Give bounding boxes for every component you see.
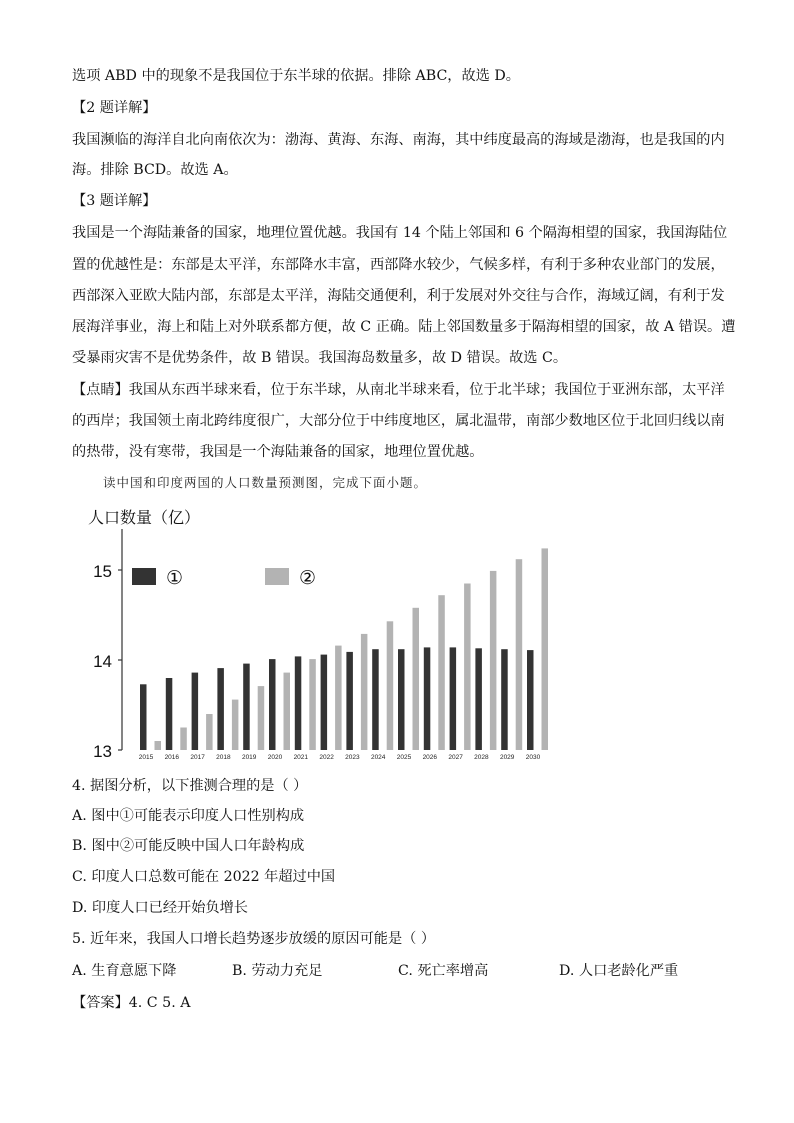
bar xyxy=(527,650,534,750)
question-5-option-c: C. 死亡率增高 xyxy=(398,963,489,979)
y-tick-label: 13 xyxy=(93,742,112,761)
question-4: 4. 据图分析，以下推测合理的是（ ） xyxy=(72,778,308,794)
legend-label: ① xyxy=(166,567,184,589)
question-5-option-b: B. 劳动力充足 xyxy=(232,963,323,979)
bar xyxy=(192,673,199,750)
question-4-option-a: A. 图中①可能表示印度人口性别构成 xyxy=(72,808,305,824)
bar xyxy=(258,686,265,750)
bar xyxy=(450,647,457,750)
question-4-option-d: D. 印度人口已经开始负增长 xyxy=(72,900,248,916)
x-tick-label: 2015 xyxy=(138,754,154,761)
bar xyxy=(424,647,431,750)
bar xyxy=(475,648,482,750)
bar xyxy=(516,559,523,750)
bar xyxy=(387,621,394,750)
chart-x-ticks xyxy=(139,754,541,761)
x-tick-label: 2029 xyxy=(499,754,515,761)
answer-text: 4. C 5. A xyxy=(128,995,191,1011)
tip-line: 的热带，没有寒带，我国是一个海陆兼备的国家，地理位置优越。 xyxy=(72,444,484,460)
x-tick-label: 2016 xyxy=(164,754,180,761)
x-tick-label: 2022 xyxy=(319,754,334,761)
bar xyxy=(501,649,508,750)
x-tick-label: 2019 xyxy=(241,754,257,761)
chart-instruction: 读中国和印度两国的人口数量预测图，完成下面小题。 xyxy=(103,475,428,490)
question-5-option-a: A. 生育意愿下降 xyxy=(72,963,177,979)
bar xyxy=(413,608,420,750)
y-tick-label: 14 xyxy=(93,652,112,671)
bar xyxy=(243,664,250,750)
bar xyxy=(542,548,549,750)
bar xyxy=(438,595,445,750)
question-4-option-b: B. 图中②可能反映中国人口年龄构成 xyxy=(72,838,305,854)
section-heading-3: 【3 题详解】 xyxy=(72,193,157,209)
bar xyxy=(180,728,187,751)
chart-bars xyxy=(140,548,548,750)
bar xyxy=(232,700,239,750)
question-5: 5. 近年来，我国人口增长趋势逐步放缓的原因可能是（ ） xyxy=(72,931,436,947)
explanation-line: 西部深入亚欧大陆内部，东部是太平洋，海陆交通便利，利于发展对外交往与合作，海域辽阔，有利于发 xyxy=(72,288,725,304)
x-tick-label: 2024 xyxy=(370,754,386,761)
bar xyxy=(140,684,147,750)
explanation-line: 选项 ABD 中的现象不是我国位于东半球的依据。排除 ABC，故选 D。 xyxy=(72,68,520,84)
answer-line xyxy=(72,993,190,1013)
answer-label: 【答案】 xyxy=(72,995,129,1011)
bar xyxy=(335,646,342,750)
bar xyxy=(206,714,213,750)
tip-line: 【点睛】我国从东西半球来看，位于东半球，从南北半球来看，位于北半球；我国位于亚洲东部，太平洋 xyxy=(72,382,725,398)
question-4-option-c: C. 印度人口总数可能在 2022 年超过中国 xyxy=(72,869,336,885)
x-tick-label: 2025 xyxy=(396,754,412,761)
x-tick-label: 2017 xyxy=(190,754,205,761)
bar xyxy=(321,655,328,750)
bar xyxy=(464,584,471,751)
section-heading-2: 【2 题详解】 xyxy=(72,100,157,116)
tip-line: 的西岸；我国领土南北跨纬度很广，大部分位于中纬度地区，属北温带，南部少数地区位于北回归线以南 xyxy=(72,413,725,429)
x-tick-label: 2020 xyxy=(267,754,283,761)
x-tick-label: 2023 xyxy=(345,754,360,761)
question-5-option-d: D. 人口老龄化严重 xyxy=(559,963,679,979)
explanation-line: 置的优越性是：东部是太平洋，东部降水丰富，西部降水较少，气候多样，有利于多种农业部门的发展， xyxy=(72,257,725,273)
x-tick-label: 2021 xyxy=(293,754,309,761)
bar xyxy=(309,659,316,750)
explanation-line: 我国是一个海陆兼备的国家，地理位置优越。我国有 14 个陆上邻国和 6 个隔海相望的国家，我国海陆位 xyxy=(72,225,728,241)
bar xyxy=(490,571,497,750)
explanation-line: 受暴雨灾害不是优势条件，故 B 错误。我国海岛数量多，故 D 错误。故选 C。 xyxy=(72,350,568,366)
explanation-line: 海。排除 BCD。故选 A。 xyxy=(72,162,238,178)
bar xyxy=(398,649,405,750)
chart-axes xyxy=(93,529,122,761)
bar xyxy=(295,656,302,750)
x-tick-label: 2030 xyxy=(525,754,541,761)
bar xyxy=(217,668,224,750)
legend-swatch xyxy=(132,568,156,585)
bar xyxy=(372,649,379,750)
y-tick-label: 15 xyxy=(93,562,112,581)
bar xyxy=(361,634,368,750)
x-tick-label: 2027 xyxy=(448,754,463,761)
bar xyxy=(155,741,162,750)
explanation-line: 我国濒临的海洋自北向南依次为：渤海、黄海、东海、南海，其中纬度最高的海域是渤海，也是我国的内 xyxy=(72,132,725,148)
legend-swatch xyxy=(265,568,289,585)
chart-legend xyxy=(132,567,316,589)
explanation-line: 展海洋事业，海上和陆上对外联系都方便，故 C 正确。陆上邻国数量多于隔海相望的国家，故 A 错误。遭 xyxy=(72,319,736,335)
x-tick-label: 2026 xyxy=(422,754,438,761)
bar xyxy=(346,652,353,750)
bar xyxy=(166,678,173,750)
bar xyxy=(269,659,276,750)
y-axis-label: 人口数量（亿） xyxy=(88,510,201,527)
bar xyxy=(284,673,291,750)
population-forecast-chart xyxy=(80,500,550,768)
x-tick-label: 2028 xyxy=(474,754,489,761)
x-tick-label: 2018 xyxy=(216,754,231,761)
legend-label: ② xyxy=(299,567,317,589)
